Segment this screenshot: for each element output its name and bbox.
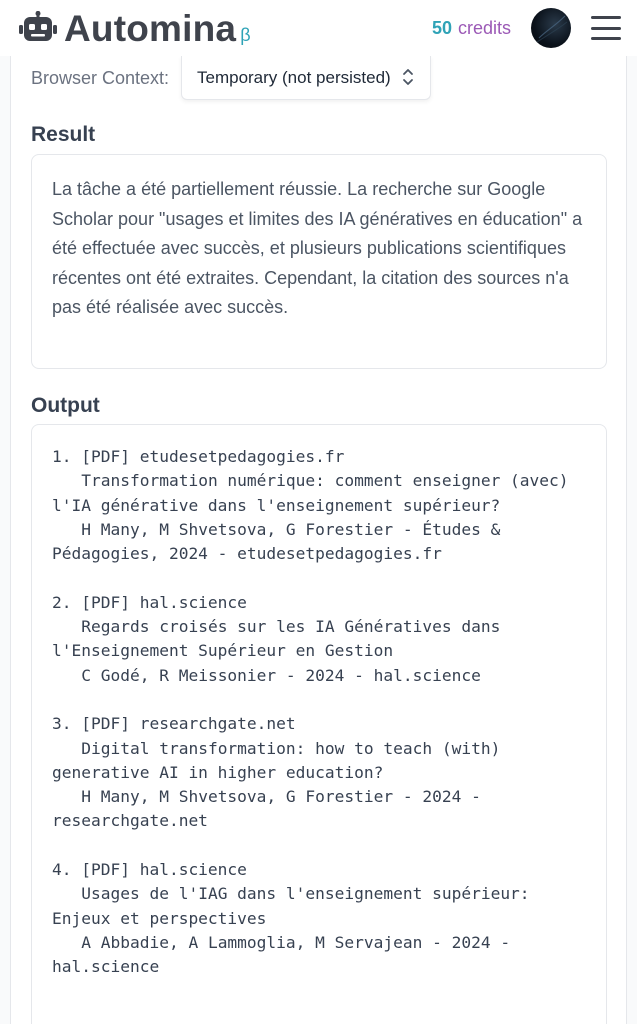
browser-context-row: [31, 56, 201, 100]
hamburger-icon[interactable]: [591, 16, 621, 40]
result-text: La tâche a été partiellement réussie. La recherche sur Google Scholar pour "usages et limites des IA génératives en éducation" a été effectuée avec succès, et plusieurs publications scientifiques récentes ont été extraites. Cependant, la citation des sources n'a pas été réalisée avec succès.: [52, 179, 583, 317]
output-item: [52, 591, 586, 688]
output-heading: Output: [31, 394, 100, 417]
output-item-authors: H Many, M Shvetsova, G Forestier - Études & Pédagogies, 2024 - etudesetpedagogies.fr: [52, 519, 511, 564]
output-item-authors: C Godé, R Meissonier - 2024 - hal.science: [52, 665, 481, 685]
output-item: [52, 858, 586, 979]
output-item-source: 2. [PDF] hal.science: [52, 592, 247, 612]
app-title[interactable]: [64, 7, 251, 49]
output-item: [52, 445, 586, 566]
robot-icon[interactable]: [18, 8, 58, 48]
app-name: Automina: [64, 7, 237, 49]
output-item: [52, 712, 586, 833]
output-box: [31, 424, 607, 1024]
output-item-title: Regards croisés sur les IA Génératives dans l'Enseignement Supérieur en Gestion: [52, 617, 511, 661]
output-item-title: Transformation numérique: comment enseigner (avec) l'IA générative dans l'enseignement supérieur?: [52, 471, 579, 515]
credits-indicator[interactable]: [432, 18, 511, 39]
browser-context-label: Browser Context:: [31, 67, 170, 88]
up-down-chevron-icon: [402, 67, 414, 87]
browser-context-select[interactable]: [181, 56, 431, 100]
output-item-authors: A Abbadie, A Lammoglia, M Servajean - 2024 - hal.science: [52, 932, 520, 977]
result-text-box: [31, 154, 607, 369]
output-item-authors: H Many, M Shvetsova, G Forestier - 2024 - researchgate.net: [52, 787, 491, 831]
credits-count: 50: [431, 17, 452, 38]
browser-context-value: Temporary (not persisted): [197, 67, 391, 87]
output-item-source: 4. [PDF] hal.science: [52, 860, 247, 880]
output-item-source: 3. [PDF] researchgate.net: [52, 714, 296, 734]
task-detail-card: [10, 56, 627, 1024]
beta-badge: β: [240, 24, 251, 45]
output-item-source: 1. [PDF] etudesetpedagogies.fr: [52, 447, 345, 466]
output-item-title: Usages de l'IAG dans l'enseignement supérieur: Enjeux et perspectives: [52, 884, 540, 928]
top-bar: [0, 0, 637, 56]
credits-label: credits: [457, 17, 511, 38]
user-avatar[interactable]: [531, 8, 571, 48]
result-heading: Result: [31, 123, 96, 146]
output-item-title: Digital transformation: how to teach (with) generative AI in higher education?: [52, 738, 511, 782]
